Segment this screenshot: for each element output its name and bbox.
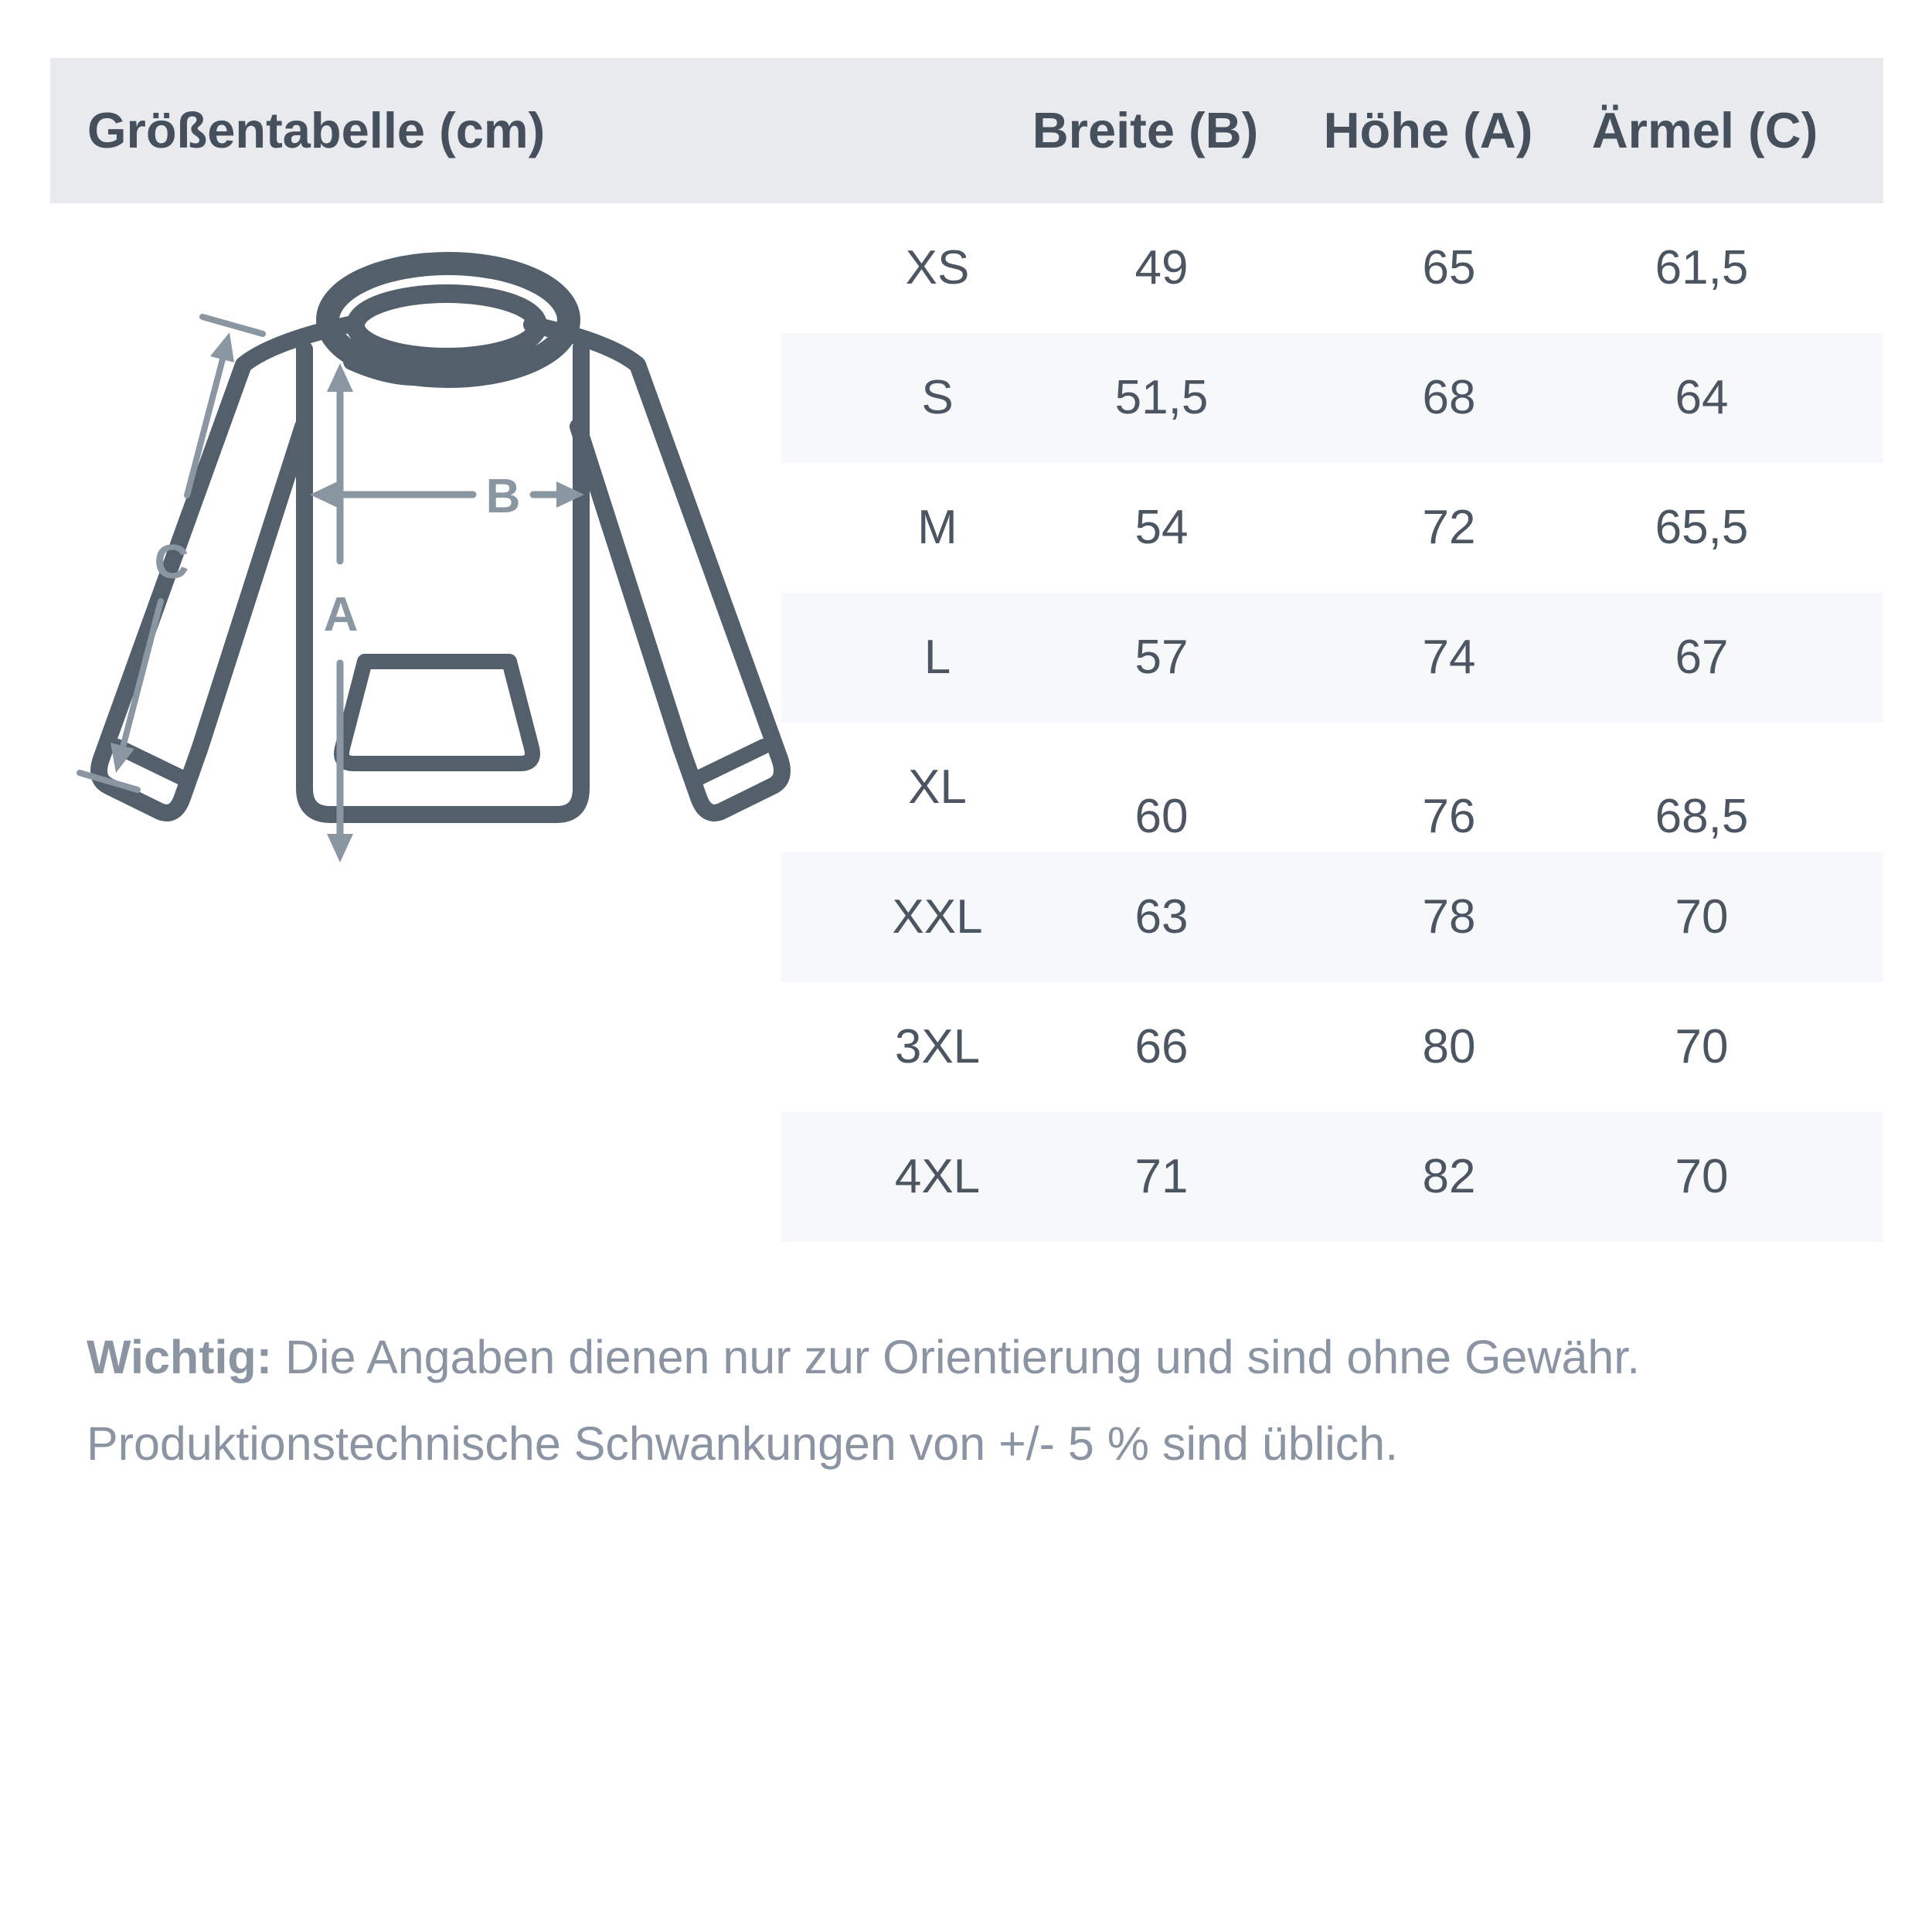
aermel-cell: 65,5 [1655,501,1749,554]
arrowhead-c-top [210,332,234,362]
breite-cell: 63 [1134,890,1189,944]
size-cell: M [917,501,957,554]
column-header-hoehe: Höhe (A) [1323,102,1533,158]
hoehe-cell: 78 [1422,890,1476,944]
aermel-cell: 67 [1675,631,1729,684]
aermel-cell: 68,5 [1655,790,1749,843]
aermel-cell: 70 [1675,1020,1729,1073]
aermel-cell: 70 [1675,890,1729,944]
label-c: C [154,536,189,589]
size-cell: XXL [892,890,983,944]
right-sleeve-outline [532,325,782,813]
kangaroo-pocket [342,662,532,764]
dimension-c-top-tick [202,317,263,334]
disclaimer-line-1 [87,1314,1887,1400]
hoodie-outline [99,264,782,815]
table-row [781,463,1883,593]
breite-cell: 54 [1134,501,1189,554]
table-row [781,593,1883,723]
hoehe-cell: 80 [1422,1020,1476,1073]
hoehe-cell: 76 [1422,790,1476,843]
page-title: Größentabelle (cm) [87,102,546,158]
column-header-aermel: Ärmel (C) [1591,102,1818,158]
table-row [781,982,1883,1112]
aermel-cell: 70 [1675,1150,1729,1203]
hoehe-cell: 74 [1422,631,1476,684]
table-row [781,852,1883,982]
arrowhead-b-left [310,481,338,508]
breite-cell: 60 [1134,790,1189,843]
disclaimer-line-2: Produktionstechnische Schwankungen von +/- 5 % sind üblich. [87,1417,1399,1470]
size-cell: 4XL [894,1150,981,1203]
hoehe-cell: 65 [1422,241,1476,294]
size-cell: 3XL [894,1020,981,1073]
breite-cell: 71 [1134,1150,1189,1203]
breite-cell: 57 [1134,631,1189,684]
disclaimer-bold-word: Wichtig: [87,1331,273,1383]
size-cell: XS [905,241,970,294]
disclaimer-note [87,1314,1887,1487]
size-table [781,203,1883,1242]
label-b: B [485,470,521,523]
aermel-cell: 64 [1675,371,1729,424]
table-row [781,723,1883,852]
hoehe-cell: 68 [1422,371,1476,424]
hoehe-cell: 72 [1422,501,1476,554]
right-cuff-line [693,747,764,781]
disclaimer-line-1-text: Die Angaben dienen nur zur Orientierung und sind ohne Gewähr. [272,1331,1641,1383]
hoehe-cell: 82 [1422,1150,1476,1203]
breite-cell: 51,5 [1114,371,1209,424]
label-a: A [323,588,359,641]
table-row [781,203,1883,333]
breite-cell: 49 [1134,241,1189,294]
aermel-cell: 61,5 [1655,241,1749,294]
table-row [781,1112,1883,1242]
size-cell: L [923,631,951,684]
size-cell: S [921,371,954,424]
column-header-breite: Breite (B) [1032,102,1259,158]
arrowhead-a-bottom [327,834,353,862]
table-row [781,333,1883,463]
size-cell: XL [908,760,967,814]
breite-cell: 66 [1134,1020,1189,1073]
hood-inner-ring [355,294,538,357]
